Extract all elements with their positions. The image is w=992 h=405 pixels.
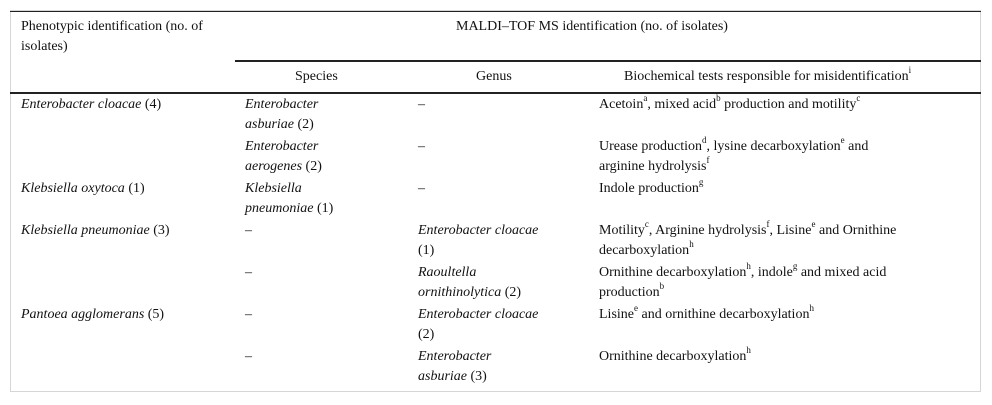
row-species: – [245, 265, 252, 280]
row-biochemical: Acetoin$^a$, mixed acid$^b$ production and motility$^c$ [599, 93, 861, 112]
row-species: – [245, 307, 252, 322]
row-biochemical: Urease production$^d$, lysine decarboxylation$^e$ and arginine hydrolysis$^f$ [599, 135, 869, 174]
row-genus: Enterobacter cloacae (2) [418, 307, 539, 342]
row-phenotypic: Enterobacter cloacae (4) [21, 97, 162, 112]
row-species: Enterobacter asburiae (2) [245, 97, 319, 132]
row-phenotypic: Pantoea agglomerans (5) [21, 307, 165, 322]
row-biochemical: Lisine$^e$ and ornithine decarboxylation$^h$ [599, 303, 814, 322]
header-species: Species [295, 69, 338, 84]
row-species: Klebsiella pneumoniae (1) [245, 181, 334, 216]
header-phenotypic: Phenotypic identification (no. of isolates) [21, 19, 203, 54]
row-genus: Enterobacter cloacae (1) [418, 223, 539, 258]
row-biochemical: Indole production$^g$ [599, 177, 704, 196]
row-biochemical: Motility$^c$, Arginine hydrolysis$^f$, Lisine$^e$ and Ornithine decarboxylation$^h$ [599, 219, 897, 258]
row-phenotypic: Klebsiella oxytoca (1) [21, 181, 145, 196]
row-species: Enterobacter aerogenes (2) [245, 139, 322, 174]
header-subgroup-rule [235, 60, 981, 62]
header-genus: Genus [476, 69, 512, 84]
row-species: – [245, 349, 252, 364]
table-top-rule [10, 11, 981, 12]
row-biochemical: Ornithine decarboxylation$^h$ [599, 345, 751, 364]
row-biochemical: Ornithine decarboxylation$^h$, indole$^g$ and mixed acid production$^b$ [599, 261, 887, 300]
row-genus: – [418, 139, 425, 154]
row-genus: – [418, 97, 425, 112]
row-genus: Raoultella ornithinolytica (2) [418, 265, 522, 300]
header-maldi: MALDI–TOF MS identification (no. of isolates) [456, 19, 728, 34]
row-phenotypic: Klebsiella pneumoniae (3) [21, 223, 170, 238]
header-bottom-rule [10, 92, 981, 94]
row-genus: Enterobacter asburiae (3) [418, 349, 492, 384]
row-genus: – [418, 181, 425, 196]
header-biochemical: Biochemical tests responsible for misidentification$^i$ [624, 65, 912, 84]
row-species: – [245, 223, 252, 238]
